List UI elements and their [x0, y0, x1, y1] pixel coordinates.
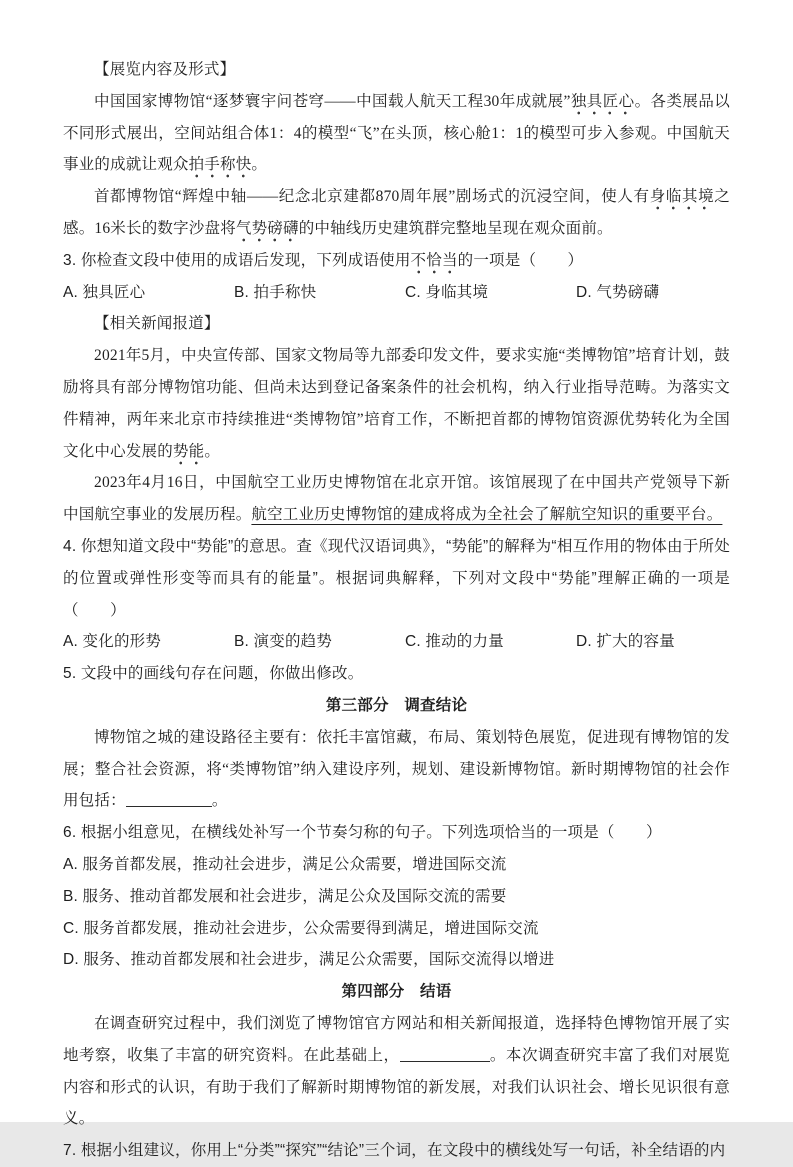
option-6a	[63, 849, 730, 881]
text-segment: 6. 根据小组意见，在横线处补写一个节奏匀称的句子。下列选项恰当的一项是（ ）	[63, 824, 662, 842]
option-4b: B. 演变的趋势	[234, 633, 333, 651]
exhibit-paragraph-2	[63, 181, 730, 245]
option-4c: C. 推动的力量	[405, 633, 504, 651]
question-6-stem	[63, 817, 730, 849]
question-5-stem	[63, 658, 730, 690]
text-segment: 2023年4月16日，中国航空工业历史博物馆在北京开馆。该馆展现了在中国共产党领导下新中国航空事业的发展历程。	[63, 474, 730, 524]
emphasized-word-paishouchengkuai: 拍手称快	[189, 156, 252, 179]
text-segment: 博物馆之城的建设路径主要有：依托丰富馆藏，布局、策划特色展览，促进现有博物馆的发展；整合社会资源，将“类博物馆”纳入建设序列，规划、建设新博物馆。新时期博物馆的社会作用包括：	[63, 728, 730, 810]
text-segment: 4. 你想知道文段中“势能”的意思。查《现代汉语词典》，“势能”的解释为“相互作用的物体由于所处的位置或弹性形变等而具有的能量”。根据词典解释，下列对文段中“势能”理解正确的一项是（ ）	[63, 537, 730, 619]
option-text: C. 服务首都发展，推动社会进步，公众需要得到满足，增进国际交流	[63, 919, 539, 937]
text-segment: 3. 你检查文段中使用的成语后发现，下列成语使用	[63, 251, 411, 269]
option-text: A. 服务首都发展，推动社会进步，满足公众需要，增进国际交流	[63, 855, 507, 873]
text-segment: 首都博物馆“辉煌中轴——纪念北京建都870周年展”剧场式的沉浸空间，使人有	[94, 188, 650, 206]
bracket-header-text: 【相关新闻报道】	[94, 315, 220, 333]
emphasized-word-shenlinqijing: 身临其境	[650, 188, 715, 211]
text-segment: 。	[211, 792, 228, 810]
option-6c	[63, 913, 730, 945]
bracket-header-text: 【展览内容及形式】	[94, 61, 236, 78]
news-paragraph-1	[63, 340, 730, 467]
question-4-options	[63, 626, 730, 658]
fill-in-blank-line	[126, 791, 212, 808]
option-3d: D. 气势磅礴	[576, 283, 660, 301]
exhibit-paragraph-1	[63, 86, 730, 181]
question-3-options	[63, 277, 730, 309]
option-6b	[63, 881, 730, 913]
text-segment: 。	[251, 156, 268, 174]
option-text: D. 服务、推动首都发展和社会进步，满足公众需要，国际交流得以增进	[63, 951, 555, 969]
text-segment: 之感。16米长的数字沙盘将	[63, 188, 730, 237]
text-segment: 7. 根据小组建议，你用上“分类”“探究”“结论”三个词，在文段中的横线处写一句话，补全结语的内	[63, 1142, 726, 1160]
option-4d: D. 扩大的容量	[576, 633, 675, 651]
text-segment: 5. 文段中的画线句存在问题，你做出修改。	[63, 665, 364, 683]
question-3-stem	[63, 245, 730, 277]
question-7-stem	[63, 1135, 730, 1167]
option-4a: A. 变化的形势	[63, 633, 162, 651]
part3-header	[63, 690, 730, 722]
text-segment: 。	[204, 442, 221, 460]
option-text: B. 服务、推动首都发展和社会进步，满足公众及国际交流的需要	[63, 887, 507, 905]
question-4-stem	[63, 531, 730, 626]
news-paragraph-2	[63, 467, 730, 531]
emphasized-word-shineng: 势能	[173, 443, 204, 466]
option-3a: A. 独具匠心	[63, 283, 146, 301]
emphasized-word-dujujiangxin: 独具匠心	[571, 93, 635, 116]
exhibit-section-header	[63, 54, 730, 86]
text-segment: 的一项是（ ）	[457, 251, 584, 269]
text-segment: 。各类展品以不同形式展出，空间站组合体1：4的模型“飞”在头顶，核心舱1：1的模型可步入参观。中国航天事业的成就让观众	[63, 92, 730, 174]
option-6d	[63, 944, 730, 976]
text-segment: 2021年5月，中央宣传部、国家文物局等九部委印发文件，要求实施“类博物馆”培育计划，鼓励将具有部分博物馆功能、但尚未达到登记备案条件的社会机构，纳入行业指导范畴。为落实文件精神，两年来北京市持续推进“类博物馆”培育工作，不断把首都的博物馆资源优势转化为全国文化中心发展的	[63, 347, 730, 460]
part-header-text: 第四部分 结语	[341, 983, 452, 1001]
part4-paragraph	[63, 1008, 730, 1135]
fill-in-blank-line	[400, 1045, 490, 1062]
emphasized-word-buqiadang: 不恰当	[411, 252, 458, 275]
text-segment: 中国国家博物馆“逐梦寰宇问苍穹——中国载人航天工程30年成就展”	[94, 92, 571, 110]
emphasized-word-qishipangbo: 气势磅礴	[236, 220, 299, 243]
underlined-sentence: 航空工业历史博物馆的建成将成为全社会了解航空知识的重要平台。	[251, 506, 723, 524]
text-segment: 的中轴线历史建筑群完整地呈现在观众面前。	[298, 219, 613, 237]
text-segment: 在调查研究过程中，我们浏览了博物馆官方网站和相关新闻报道，选择特色博物馆开展了实地考察，收集了丰富的研究资料。在此基础上，	[63, 1014, 730, 1064]
news-section-header	[63, 308, 730, 340]
part4-header	[63, 976, 730, 1008]
text-segment: 。本次调查研究丰富了我们对展览内容和形式的认识，有助于我们了解新时期博物馆的新发展，对我们认识社会、增长见识很有意义。	[63, 1046, 730, 1128]
option-3c: C. 身临其境	[405, 283, 489, 301]
part-header-text: 第三部分 调查结论	[325, 696, 468, 714]
option-3b: B. 拍手称快	[234, 283, 317, 301]
part3-paragraph	[63, 722, 730, 817]
